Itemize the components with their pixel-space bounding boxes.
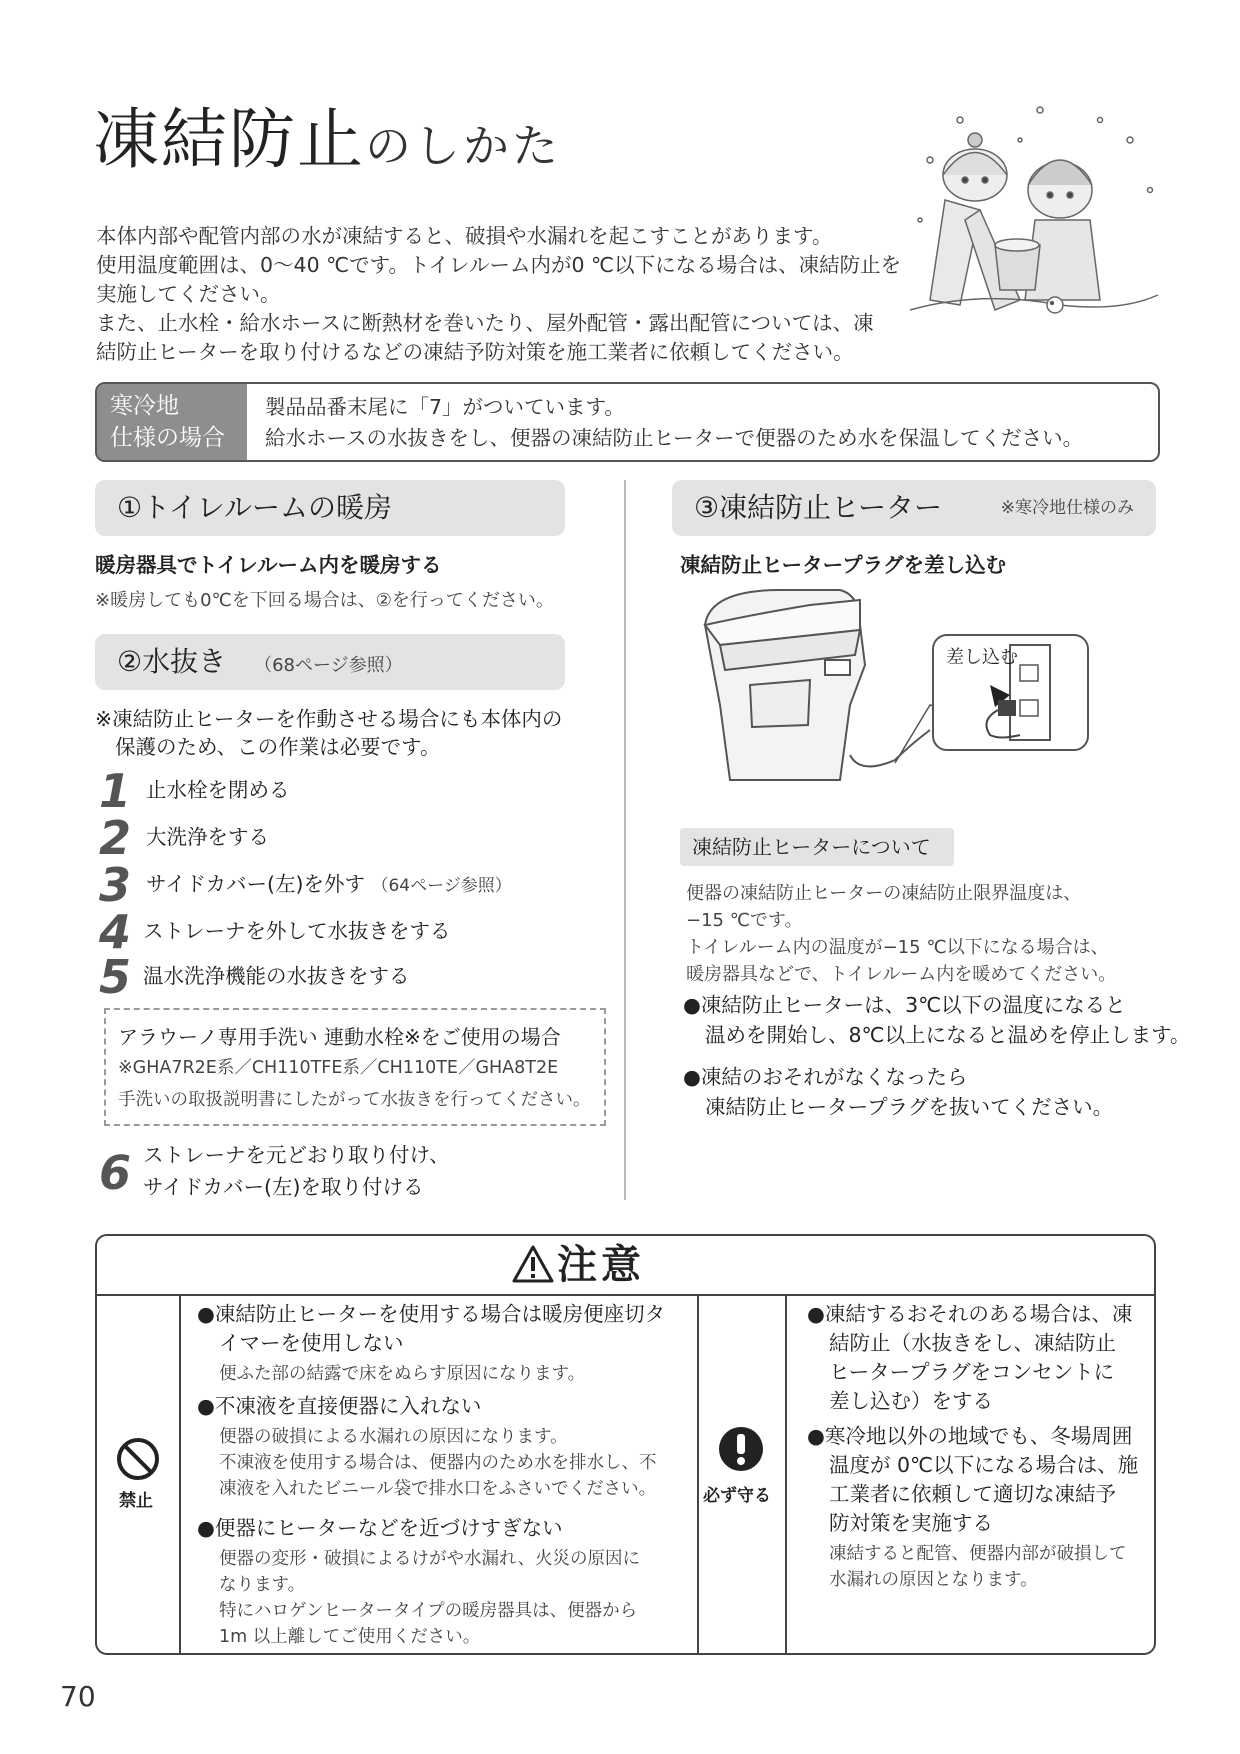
caution-item-line: ●寒冷地以外の地域でも、冬場周囲 — [807, 1424, 1133, 1448]
caution-item — [807, 1422, 1138, 1593]
section3-bold: 凍結防止ヒータープラグを差し込む — [680, 553, 1007, 577]
title-main: 凍結防止 — [93, 101, 365, 178]
cold-region-text — [265, 392, 1083, 454]
step-number: 3 — [98, 858, 131, 912]
section2-ref: （68ページ参照） — [254, 655, 403, 676]
caution-item-line: ●便器にヒーターなどを近づけすぎない — [197, 1516, 563, 1540]
step-text-main: サイドカバー(左)を外す — [146, 872, 365, 896]
caution-item-line: ●凍結するおそれのある場合は、凍 — [807, 1302, 1133, 1326]
section2-note-line1: ※凍結防止ヒーターを作動させる場合にも本体内の — [95, 707, 563, 731]
caution-title: 注意 — [557, 1242, 645, 1288]
step-text: 温水洗浄機能の水抜きをする — [143, 964, 410, 988]
page-number: 70 — [60, 1680, 96, 1713]
heater-bullet-1-line1: ●凍結防止ヒーターは、3℃以下の温度になると — [683, 993, 1126, 1017]
prohibit-label: 禁止 — [119, 1491, 153, 1511]
step-text: 止水栓を閉める — [146, 778, 290, 802]
caution-item-line: イマーを使用しない — [219, 1331, 404, 1355]
caution-item-line: 温度が 0℃以下になる場合は、施 — [829, 1453, 1139, 1477]
caution-item — [197, 1392, 657, 1502]
title-sub: のしかた — [365, 119, 561, 173]
heater-info-tag: 凍結防止ヒーターについて — [680, 828, 954, 866]
prohibited-icon — [115, 1436, 161, 1482]
caution-item-sub: 便ふた部の結露で床をぬらす原因になります。 — [219, 1364, 586, 1384]
caution-item-sub: 便器の変形・破損によるけがや水漏れ、火災の原因に — [219, 1549, 641, 1569]
caution-item — [197, 1514, 640, 1650]
cold-region-label — [97, 384, 247, 460]
cold-label-line1: 寒冷地 — [110, 393, 179, 419]
step-text — [146, 869, 512, 901]
toilet-plug-illustration — [690, 585, 1120, 790]
section3-cold-note: ※寒冷地仕様のみ — [1000, 498, 1134, 518]
intro-line: 実施してください。 — [96, 282, 281, 306]
step-number: 5 — [98, 950, 131, 1004]
caution-item-line: 防対策を実施する — [829, 1511, 993, 1535]
caution-item-sub: 水漏れの原因となります。 — [829, 1570, 1038, 1590]
washbasin-note-title: アラウーノ専用手洗い 連動水栓※をご使用の場合 — [118, 1025, 561, 1049]
cold-line1: 製品品番末尾に「7」がついています。 — [265, 395, 625, 419]
heater-bullet-2 — [683, 1062, 1113, 1122]
page-title — [93, 100, 561, 186]
section2-note-line2: 保護のため、この作業は必要です。 — [115, 735, 441, 759]
washbasin-note-models: ※GHA7R2E系／CH110TFE系／CH110TE／GHA8T2E — [118, 1058, 559, 1078]
step-text: ストレーナを元どおり取り付け、 — [143, 1143, 450, 1167]
section1-heading-text: ①トイレルームの暖房 — [117, 491, 393, 524]
section3-heading — [672, 480, 1156, 536]
warning-triangle-icon — [512, 1244, 554, 1284]
caution-divider — [697, 1294, 699, 1655]
cold-label-line2: 仕様の場合 — [110, 425, 225, 451]
caution-item-sub: 不凍液を使用する場合は、便器内のため水を排水し、不 — [219, 1453, 657, 1473]
step-number: 6 — [98, 1146, 131, 1200]
heater-desc-line: 便器の凍結防止ヒーターの凍結防止限界温度は、 — [686, 883, 1082, 904]
heater-desc-line: 暖房器具などで、トイレルーム内を暖めてください。 — [686, 964, 1117, 985]
caution-header — [97, 1236, 1154, 1296]
section2-heading-text: ②水抜き — [117, 645, 227, 678]
cold-region-box — [95, 382, 1160, 462]
intro-paragraph — [96, 222, 936, 367]
intro-line: 本体内部や配管内部の水が凍結すると、破損や水漏れを起こすことがあります。 — [96, 224, 833, 248]
caution-item-sub: 凍液を入れたビニール袋で排水口をふさいでください。 — [219, 1479, 657, 1499]
caution-item-line: ヒータープラグをコンセントに — [829, 1360, 1115, 1384]
intro-line: 使用温度範囲は、0〜40 ℃です。トイレルーム内が0 ℃以下になる場合は、凍結防止を — [96, 253, 902, 277]
heater-bullet-1-line2: 温めを開始し、8℃以上になると温めを停止します。 — [705, 1023, 1191, 1047]
caution-item-line: 工業者に依頼して適切な凍結予 — [829, 1482, 1116, 1506]
step-number: 2 — [98, 811, 131, 865]
intro-line: 結防止ヒーターを取り付けるなどの凍結予防対策を施工業者に依頼してください。 — [96, 340, 854, 364]
washbasin-note-instruction: 手洗いの取扱説明書にしたがって水抜きを行ってください。 — [118, 1090, 591, 1110]
section2-heading — [95, 634, 565, 690]
heater-bullet-2-line1: ●凍結のおそれがなくなったら — [683, 1065, 968, 1089]
caution-item-sub: 凍結すると配管、便器内部が破損して — [829, 1544, 1127, 1564]
caution-item-sub: 特にハロゲンヒータータイプの暖房器具は、便器から — [219, 1601, 638, 1621]
caution-item-line: ●凍結防止ヒーターを使用する場合は暖房便座切タ — [197, 1302, 666, 1326]
heater-desc-line: −15 ℃です。 — [686, 910, 803, 931]
step-number: 1 — [98, 764, 131, 818]
step-text: ストレーナを外して水抜きをする — [143, 919, 451, 943]
section1-bold: 暖房器具でトイレルーム内を暖房する — [95, 553, 442, 577]
caution-item-line: 差し込む）をする — [829, 1389, 993, 1413]
section3-heading-text: ③凍結防止ヒーター — [694, 491, 942, 524]
heater-bullet-2-line2: 凍結防止ヒータープラグを抜いてください。 — [705, 1095, 1114, 1119]
caution-divider — [179, 1294, 181, 1655]
must-label: 必ず守る — [703, 1486, 771, 1506]
mandatory-icon — [718, 1426, 764, 1472]
caution-item-sub: なります。 — [219, 1575, 306, 1595]
caution-item — [197, 1300, 665, 1387]
step-text: 大洗浄をする — [146, 825, 269, 849]
step-number: 4 — [98, 905, 131, 959]
plug-callout-label: 差し込む — [946, 647, 1018, 668]
washbasin-note-box — [104, 1008, 606, 1126]
children-snow-illustration — [900, 100, 1160, 330]
column-divider — [624, 480, 626, 1200]
section1-heading — [95, 480, 565, 536]
caution-item-sub: 1m 以上離してご使用ください。 — [219, 1627, 481, 1647]
section1-note: ※暖房しても0℃を下回る場合は、②を行ってください。 — [95, 590, 554, 611]
step-text-ref: （64ページ参照） — [371, 876, 512, 896]
heater-desc-line: トイレルーム内の温度が−15 ℃以下になる場合は、 — [686, 937, 1109, 958]
caution-box — [95, 1234, 1156, 1655]
intro-line: また、止水栓・給水ホースに断熱材を巻いたり、屋外配管・露出配管については、凍 — [96, 311, 874, 335]
heater-description — [686, 880, 1116, 988]
step-text: サイドカバー(左)を取り付ける — [143, 1175, 424, 1199]
heater-bullet-1 — [683, 990, 1190, 1050]
caution-item — [807, 1300, 1132, 1416]
caution-divider — [785, 1294, 787, 1655]
caution-item-sub: 便器の破損による水漏れの原因になります。 — [219, 1427, 568, 1447]
caution-item-line: 結防止（水抜きをし、凍結防止 — [829, 1331, 1116, 1355]
caution-item-line: ●不凍液を直接便器に入れない — [197, 1394, 482, 1418]
cold-line2: 給水ホースの水抜きをし、便器の凍結防止ヒーターで便器のため水を保温してください。 — [265, 426, 1084, 450]
